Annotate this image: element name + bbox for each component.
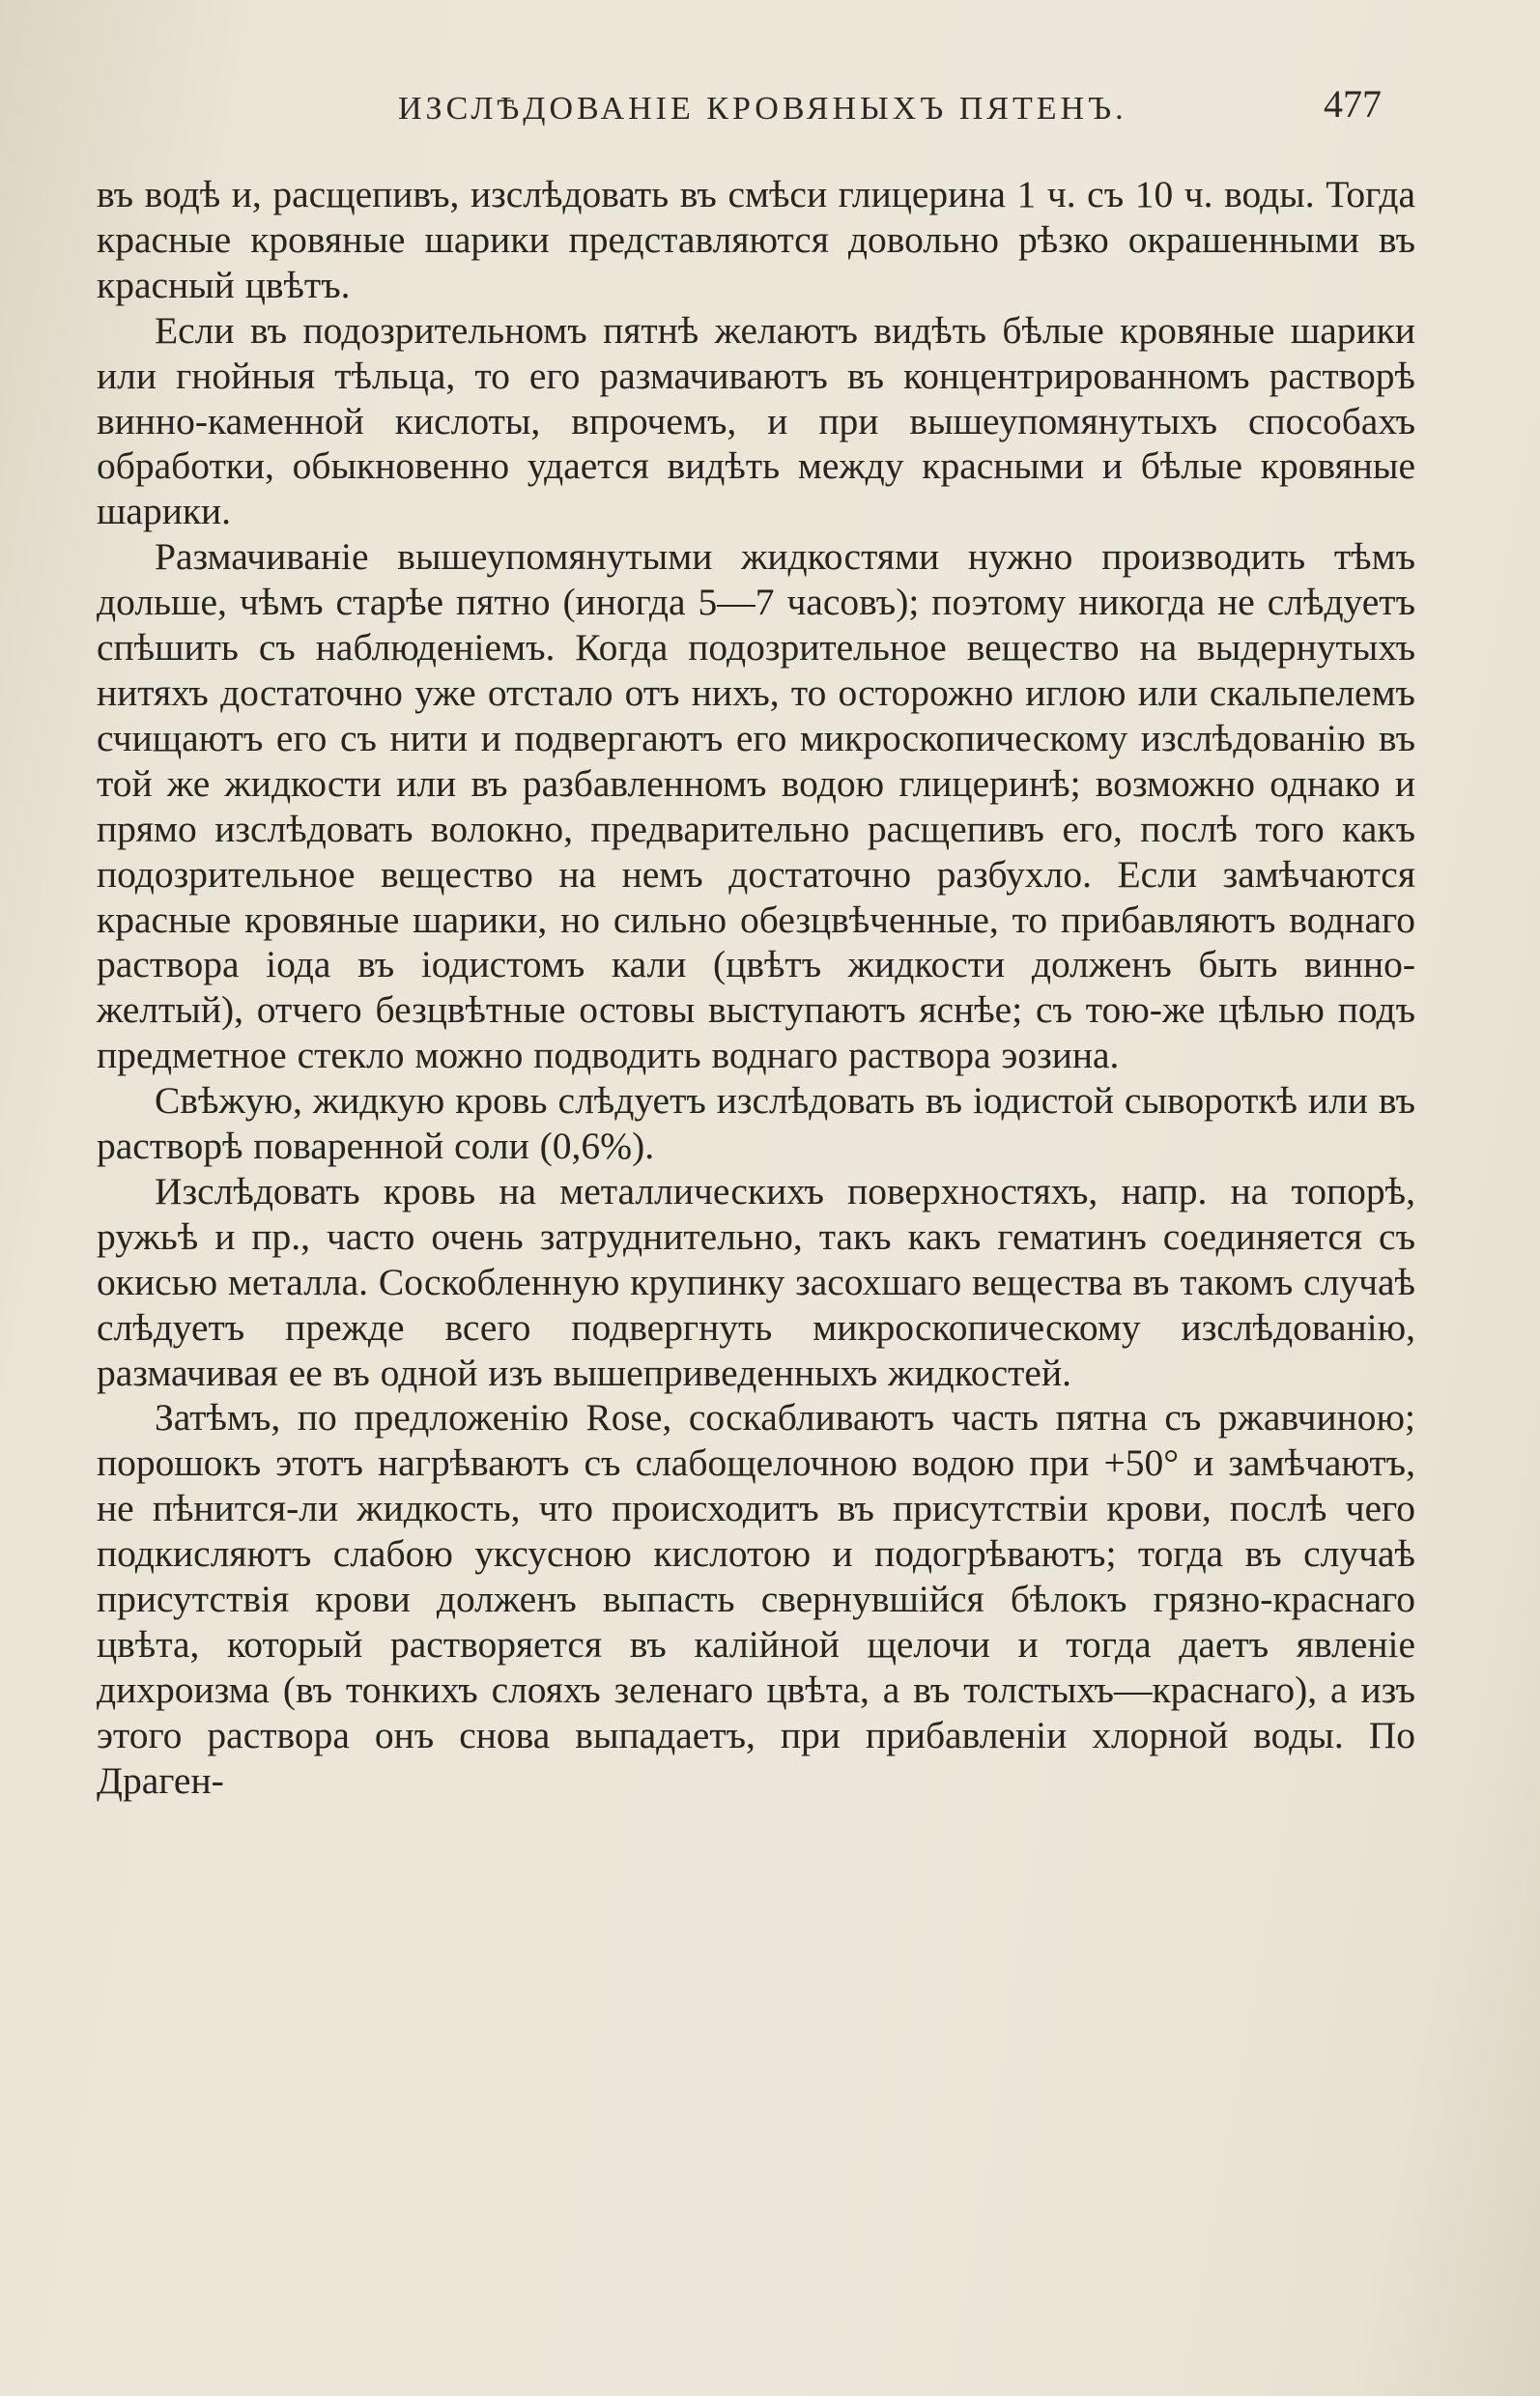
paragraph-rose-method: Затѣмъ, по предложенію Rose, соскабливаютъ часть пятна съ ржавчиною; порошокъ этотъ нагрѣваютъ съ слабощелочною водою при +50° и замѣчаютъ, не пѣнится-ли жидкость, что происходитъ въ присутствіи крови, послѣ чего подкисляютъ слабою уксусною кислотою и подогрѣваютъ; тогда въ случаѣ присутствія крови долженъ выпасть свернувшійся бѣлокъ грязно-краснаго цвѣта, который растворяется въ калійной щелочи и тогда даетъ явленіе дихроизма (въ тонкихъ слояхъ зеленаго цвѣта, а въ толстыхъ—краснаго), а изъ этого раствора онъ снова выпадаетъ, при прибавленіи хлорной воды. По Драген- <box>97 1396 1415 1802</box>
paragraph-metal-surfaces: Изслѣдовать кровь на металлическихъ поверхностяхъ, напр. на топорѣ, ружьѣ и пр., часто очень затруднительно, такъ какъ гематинъ соединяется съ окисью металла. Соскобленную крупинку засохшаго вещества въ такомъ случаѣ слѣдуетъ прежде всего подвергнуть микроскопическому изслѣдованію, размачивая ее въ одной изъ вышеприведенныхъ жидкостей. <box>97 1169 1415 1394</box>
paragraph-continuation: въ водѣ и, расщепивъ, изслѣдовать въ смѣси глицерина 1 ч. съ 10 ч. воды. Тогда красные кровяные шарики представляются довольно рѣзко окрашенными въ красный цвѣтъ. <box>97 173 1415 306</box>
paragraph-fresh-blood: Свѣжую, жидкую кровь слѣдуетъ изслѣдовать въ іодистой сывороткѣ или въ растворѣ поваренной соли (0,6%). <box>97 1079 1415 1168</box>
paragraph-soaking: Размачиваніе вышеупомянутыми жидкостями нужно производить тѣмъ дольше, чѣмъ старѣе пятно (иногда 5—7 часовъ); поэтому никогда не слѣдуетъ спѣшить съ наблюденіемъ. Когда подозрительное вещество на выдернутыхъ нитяхъ достаточно уже отстало отъ нихъ, то осторожно иглою или скальпелемъ счищаютъ его съ нити и подвергаютъ его микроскопическому изслѣдованію въ той же жидкости или въ разбавленномъ водою глицеринѣ; возможно однако и прямо изслѣдовать волокно, предварительно расщепивъ его, послѣ того какъ подозрительное вещество на немъ достаточно разбухло. Если замѣчаются красные кровяные шарики, но сильно обезцвѣченные, то прибавляютъ воднаго раствора іода въ іодистомъ кали (цвѣтъ жидкости долженъ быть винно-желтый), отчего безцвѣтные остовы выступаютъ яснѣе; съ тою-же цѣлью подъ предметное стекло можно подводить воднаго раствора эозина. <box>97 535 1415 1077</box>
paragraph-white-corpuscles: Если въ подозрительномъ пятнѣ желаютъ видѣть бѣлые кровяные шарики или гнойныя тѣльца, то его размачиваютъ въ концентрированномъ растворѣ винно-каменной кислоты, впрочемъ, и при вышеупомянутыхъ способахъ обработки, обыкновенно удается видѣть между красными и бѣлые кровяные шарики. <box>97 308 1415 533</box>
running-title: ИЗСЛѢДОВАНІЕ КРОВЯНЫХЪ ПЯТЕНЪ. <box>398 91 1127 127</box>
body-text <box>97 172 1415 1804</box>
page-number: 477 <box>1324 82 1382 126</box>
page-header <box>0 81 1540 149</box>
